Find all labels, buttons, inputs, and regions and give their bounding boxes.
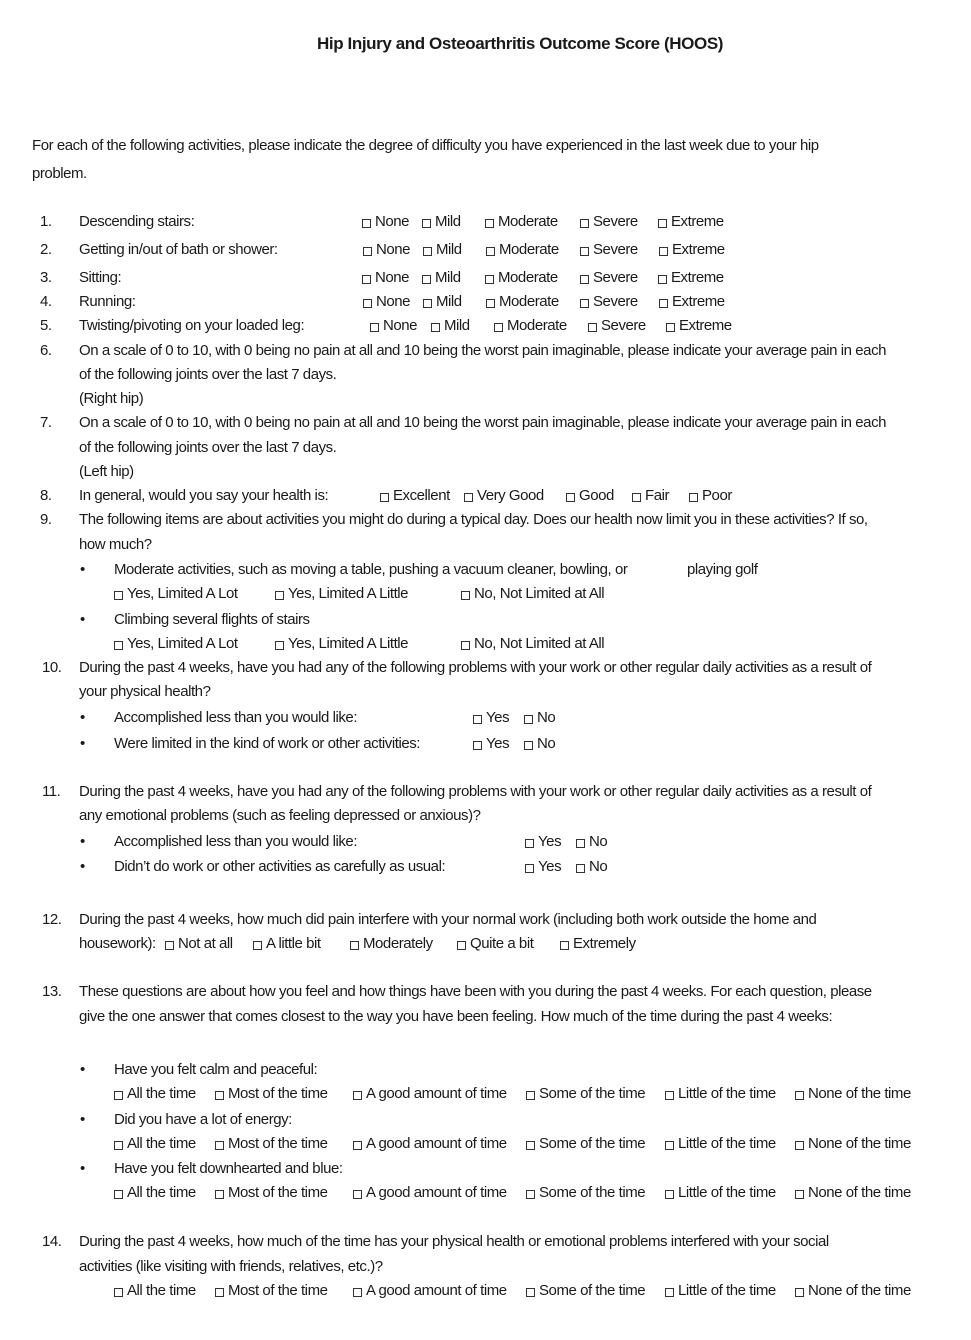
limit-option[interactable] <box>275 635 408 653</box>
option-label: Quite a bit <box>470 935 534 952</box>
checkbox-icon[interactable] <box>659 247 668 256</box>
checkbox-icon[interactable] <box>666 323 675 332</box>
option-label: No, Not Limited at All <box>474 585 605 602</box>
option-label: Very Good <box>477 487 544 504</box>
time-option[interactable] <box>215 1135 328 1153</box>
option-label: Yes, Limited A Lot <box>127 635 238 652</box>
option-label: Yes <box>486 735 510 752</box>
checkbox-icon[interactable] <box>580 247 589 256</box>
option-label: Extremely <box>573 935 636 952</box>
bullet: • <box>80 1061 85 1078</box>
severity-option[interactable] <box>580 269 638 287</box>
checkbox-icon[interactable] <box>353 1091 362 1100</box>
time-option[interactable] <box>665 1135 776 1153</box>
question-text: Running: <box>79 293 136 310</box>
question-text: give the one answer that comes closest to the way you have been feeling. How much of the time during the past 4 weeks: <box>79 1008 833 1025</box>
checkbox-icon[interactable] <box>362 219 371 228</box>
question-text: On a scale of 0 to 10, with 0 being no pain at all and 10 being the worst pain imaginable, please indicate your average pain in each <box>79 414 887 431</box>
checkbox-icon[interactable] <box>526 1141 535 1150</box>
yes-no-option[interactable] <box>473 735 509 753</box>
option-label: A good amount of time <box>366 1184 507 1201</box>
option-label: Severe <box>593 293 638 310</box>
option-label: Yes <box>538 833 562 850</box>
option-label: Extreme <box>672 241 725 258</box>
option-label: Mild <box>444 317 470 334</box>
option-label: No <box>589 858 608 875</box>
checkbox-icon[interactable] <box>580 219 589 228</box>
checkbox-icon[interactable] <box>588 323 597 332</box>
item-text: Accomplished less than you would like: <box>114 709 358 726</box>
severity-option[interactable] <box>363 293 410 311</box>
question-number: 1. <box>40 213 52 230</box>
checkbox-icon[interactable] <box>363 299 372 308</box>
question-number: 3. <box>40 269 52 286</box>
checkbox-icon[interactable] <box>659 299 668 308</box>
option-label: Fair <box>645 487 670 504</box>
time-option[interactable] <box>795 1085 911 1103</box>
time-option[interactable] <box>526 1184 645 1202</box>
item-text: Have you felt downhearted and blue: <box>114 1160 343 1177</box>
checkbox-icon[interactable] <box>275 641 284 650</box>
option-label: Good <box>579 487 614 504</box>
checkbox-icon[interactable] <box>526 1091 535 1100</box>
severity-option[interactable] <box>588 317 646 335</box>
checkbox-icon[interactable] <box>632 493 641 502</box>
checkbox-icon[interactable] <box>665 1141 674 1150</box>
checkbox-icon[interactable] <box>486 247 495 256</box>
checkbox-icon[interactable] <box>353 1288 362 1297</box>
option-label: All the time <box>127 1184 196 1201</box>
checkbox-icon[interactable] <box>114 1190 123 1199</box>
question-text: During the past 4 weeks, how much of the time has your physical health or emotional problems interfered with your social <box>79 1233 829 1250</box>
health-option[interactable] <box>464 487 544 505</box>
interfere-option[interactable] <box>560 935 636 953</box>
checkbox-icon[interactable] <box>215 1190 224 1199</box>
time-option[interactable] <box>353 1184 507 1202</box>
option-label: Little of the time <box>678 1184 776 1201</box>
time-option[interactable] <box>526 1085 645 1103</box>
item-text: Were limited in the kind of work or other activities: <box>114 735 421 752</box>
checkbox-icon[interactable] <box>576 864 585 873</box>
checkbox-icon[interactable] <box>461 641 470 650</box>
option-label: Excellent <box>393 487 450 504</box>
question-text: of the following joints over the last 7 days. <box>79 366 337 383</box>
question-number: 6. <box>40 342 52 359</box>
question-text: activities (like visiting with friends, relatives, etc.)? <box>79 1258 383 1275</box>
checkbox-icon[interactable] <box>524 715 533 724</box>
severity-option[interactable] <box>580 213 638 231</box>
checkbox-icon[interactable] <box>524 741 533 750</box>
limit-option[interactable] <box>275 585 408 603</box>
checkbox-icon[interactable] <box>353 1141 362 1150</box>
interfere-option[interactable] <box>165 935 233 953</box>
item-text: Accomplished less than you would like: <box>114 833 358 850</box>
checkbox-icon[interactable] <box>485 219 494 228</box>
question-text: Getting in/out of bath or shower: <box>79 241 278 258</box>
checkbox-icon[interactable] <box>215 1141 224 1150</box>
question-text: (Right hip) <box>79 390 144 407</box>
bullet: • <box>80 561 85 578</box>
option-label: Moderate <box>499 293 559 310</box>
time-option[interactable] <box>353 1135 507 1153</box>
option-label: A good amount of time <box>366 1085 507 1102</box>
severity-option[interactable] <box>658 213 724 231</box>
checkbox-icon[interactable] <box>215 1091 224 1100</box>
question-text: Descending stairs: <box>79 213 195 230</box>
severity-option[interactable] <box>362 269 409 287</box>
checkbox-icon[interactable] <box>464 493 473 502</box>
question-number: 14. <box>42 1233 62 1250</box>
time-option[interactable] <box>114 1282 196 1300</box>
severity-option[interactable] <box>431 317 470 335</box>
option-label: All the time <box>127 1135 196 1152</box>
checkbox-icon[interactable] <box>795 1141 804 1150</box>
interfere-option[interactable] <box>457 935 533 953</box>
option-label: Some of the time <box>539 1282 646 1299</box>
question-text: During the past 4 weeks, how much did pain interfere with your normal work (including both work outside the home and <box>79 911 817 928</box>
option-label: Poor <box>702 487 732 504</box>
time-option[interactable] <box>795 1184 911 1202</box>
severity-option[interactable] <box>422 269 461 287</box>
question-text: housework): <box>79 935 156 952</box>
checkbox-icon[interactable] <box>689 493 698 502</box>
severity-option[interactable] <box>659 241 725 259</box>
option-label: Some of the time <box>539 1085 646 1102</box>
checkbox-icon[interactable] <box>580 275 589 284</box>
severity-option[interactable] <box>486 293 559 311</box>
question-number: 12. <box>42 911 62 928</box>
option-label: Most of the time <box>228 1135 328 1152</box>
option-label: None of the time <box>808 1135 911 1152</box>
time-option[interactable] <box>215 1085 328 1103</box>
checkbox-icon[interactable] <box>665 1190 674 1199</box>
severity-option[interactable] <box>659 293 725 311</box>
option-label: Severe <box>593 213 638 230</box>
yes-no-option[interactable] <box>576 858 607 876</box>
question-text: your physical health? <box>79 683 211 700</box>
option-label: All the time <box>127 1282 196 1299</box>
question-text: of the following joints over the last 7 days. <box>79 439 337 456</box>
option-label: A good amount of time <box>366 1282 507 1299</box>
time-option[interactable] <box>526 1135 645 1153</box>
question-number: 8. <box>40 487 52 504</box>
yes-no-option[interactable] <box>473 709 509 727</box>
checkbox-icon[interactable] <box>658 275 667 284</box>
option-label: Severe <box>601 317 646 334</box>
option-label: All the time <box>127 1085 196 1102</box>
checkbox-icon[interactable] <box>795 1091 804 1100</box>
option-label: No <box>537 735 556 752</box>
checkbox-icon[interactable] <box>423 247 432 256</box>
checkbox-icon[interactable] <box>363 247 372 256</box>
intro-text: problem. <box>32 165 87 182</box>
option-label: Little of the time <box>678 1085 776 1102</box>
option-label: None <box>376 241 411 258</box>
time-option[interactable] <box>114 1135 196 1153</box>
checkbox-icon[interactable] <box>525 839 534 848</box>
option-label: Severe <box>593 241 638 258</box>
option-label: Little of the time <box>678 1282 776 1299</box>
severity-option[interactable] <box>363 241 410 259</box>
item-text: Have you felt calm and peaceful: <box>114 1061 318 1078</box>
checkbox-icon[interactable] <box>486 299 495 308</box>
option-label: None of the time <box>808 1184 911 1201</box>
bullet: • <box>80 1111 85 1128</box>
time-option[interactable] <box>665 1282 776 1300</box>
option-label: A little bit <box>266 935 321 952</box>
severity-option[interactable] <box>485 269 558 287</box>
checkbox-icon[interactable] <box>658 219 667 228</box>
yes-no-option[interactable] <box>525 858 561 876</box>
option-label: Moderate <box>498 213 558 230</box>
option-label: No <box>537 709 556 726</box>
severity-option[interactable] <box>666 317 732 335</box>
limit-option[interactable] <box>114 635 238 653</box>
health-option[interactable] <box>566 487 614 505</box>
yes-no-option[interactable] <box>524 735 555 753</box>
severity-option[interactable] <box>494 317 567 335</box>
checkbox-icon[interactable] <box>494 323 503 332</box>
checkbox-icon[interactable] <box>370 323 379 332</box>
time-option[interactable] <box>114 1085 196 1103</box>
question-number: 11. <box>42 783 61 800</box>
severity-option[interactable] <box>580 241 638 259</box>
time-option[interactable] <box>665 1085 776 1103</box>
option-label: Extreme <box>671 269 724 286</box>
option-label: None <box>383 317 418 334</box>
question-text: In general, would you say your health is: <box>79 487 329 504</box>
option-label: A good amount of time <box>366 1135 507 1152</box>
checkbox-icon[interactable] <box>362 275 371 284</box>
option-label: Yes <box>486 709 510 726</box>
bullet: • <box>80 611 85 628</box>
question-number: 10. <box>42 659 62 676</box>
bullet: • <box>80 709 85 726</box>
severity-option[interactable] <box>580 293 638 311</box>
checkbox-icon[interactable] <box>422 275 431 284</box>
option-label: None of the time <box>808 1282 911 1299</box>
checkbox-icon[interactable] <box>380 493 389 502</box>
question-number: 13. <box>42 983 62 1000</box>
question-text: On a scale of 0 to 10, with 0 being no pain at all and 10 being the worst pain imaginable, please indicate your average pain in each <box>79 342 887 359</box>
question-number: 2. <box>40 241 52 258</box>
bullet: • <box>80 735 85 752</box>
checkbox-icon[interactable] <box>665 1288 674 1297</box>
option-label: Most of the time <box>228 1282 328 1299</box>
checkbox-icon[interactable] <box>422 219 431 228</box>
time-option[interactable] <box>353 1085 507 1103</box>
checkbox-icon[interactable] <box>353 1190 362 1199</box>
severity-option[interactable] <box>370 317 417 335</box>
checkbox-icon[interactable] <box>350 941 359 950</box>
option-label: No, Not Limited at All <box>474 635 605 652</box>
option-label: Yes, Limited A Little <box>288 635 409 652</box>
time-option[interactable] <box>665 1184 776 1202</box>
checkbox-icon[interactable] <box>114 591 123 600</box>
health-option[interactable] <box>632 487 669 505</box>
checkbox-icon[interactable] <box>560 941 569 950</box>
option-label: Most of the time <box>228 1085 328 1102</box>
checkbox-icon[interactable] <box>795 1190 804 1199</box>
option-label: Severe <box>593 269 638 286</box>
checkbox-icon[interactable] <box>114 1141 123 1150</box>
severity-option[interactable] <box>486 241 559 259</box>
option-label: None <box>376 293 411 310</box>
option-label: Most of the time <box>228 1184 328 1201</box>
option-label: Extreme <box>679 317 732 334</box>
question-text: These questions are about how you feel and how things have been with you during the past 4 weeks. For each question, please <box>79 983 872 1000</box>
option-label: Mild <box>436 241 462 258</box>
severity-option[interactable] <box>423 241 462 259</box>
limit-option[interactable] <box>461 585 604 603</box>
checkbox-icon[interactable] <box>795 1288 804 1297</box>
option-label: Some of the time <box>539 1135 646 1152</box>
option-label: Extreme <box>671 213 724 230</box>
item-text: Moderate activities, such as moving a table, pushing a vacuum cleaner, bowling, or <box>114 561 628 578</box>
interfere-option[interactable] <box>253 935 321 953</box>
option-label: Yes, Limited A Lot <box>127 585 238 602</box>
severity-option[interactable] <box>423 293 462 311</box>
option-label: Moderate <box>507 317 567 334</box>
bullet: • <box>80 833 85 850</box>
option-label: None of the time <box>808 1085 911 1102</box>
interfere-option[interactable] <box>350 935 433 953</box>
item-text: playing golf <box>687 561 758 578</box>
question-number: 7. <box>40 414 52 431</box>
option-label: Mild <box>436 293 462 310</box>
question-number: 5. <box>40 317 52 334</box>
checkbox-icon[interactable] <box>566 493 575 502</box>
checkbox-icon[interactable] <box>165 941 174 950</box>
checkbox-icon[interactable] <box>431 323 440 332</box>
page-title: Hip Injury and Osteoarthritis Outcome Score (HOOS) <box>317 34 724 53</box>
option-label: Yes <box>538 858 562 875</box>
question-number: 4. <box>40 293 52 310</box>
checkbox-icon[interactable] <box>114 1091 123 1100</box>
checkbox-icon[interactable] <box>275 591 284 600</box>
limit-option[interactable] <box>114 585 238 603</box>
option-label: Moderate <box>499 241 559 258</box>
severity-option[interactable] <box>362 213 409 231</box>
time-option[interactable] <box>795 1135 911 1153</box>
option-label: Yes, Limited A Little <box>288 585 409 602</box>
option-label: Some of the time <box>539 1184 646 1201</box>
time-option[interactable] <box>114 1184 196 1202</box>
checkbox-icon[interactable] <box>114 1288 123 1297</box>
question-text: The following items are about activities you might do during a typical day. Does our health now limit you in these activities? If so, <box>79 511 868 528</box>
option-label: No <box>589 833 608 850</box>
checkbox-icon[interactable] <box>576 839 585 848</box>
option-label: None <box>375 213 410 230</box>
checkbox-icon[interactable] <box>423 299 432 308</box>
checkbox-icon[interactable] <box>461 591 470 600</box>
checkbox-icon[interactable] <box>457 941 466 950</box>
yes-no-option[interactable] <box>525 833 561 851</box>
checkbox-icon[interactable] <box>665 1091 674 1100</box>
time-option[interactable] <box>215 1282 328 1300</box>
time-option[interactable] <box>215 1184 328 1202</box>
option-label: Moderately <box>363 935 433 952</box>
item-text: Didn’t do work or other activities as carefully as usual: <box>114 858 446 875</box>
option-label: Mild <box>435 269 461 286</box>
yes-no-option[interactable] <box>524 709 555 727</box>
checkbox-icon[interactable] <box>114 641 123 650</box>
item-text: Did you have a lot of energy: <box>114 1111 292 1128</box>
health-option[interactable] <box>689 487 732 505</box>
question-text: Twisting/pivoting on your loaded leg: <box>79 317 305 334</box>
bullet: • <box>80 1160 85 1177</box>
time-option[interactable] <box>526 1282 645 1300</box>
question-text: how much? <box>79 536 152 553</box>
severity-option[interactable] <box>422 213 461 231</box>
checkbox-icon[interactable] <box>526 1288 535 1297</box>
question-text: During the past 4 weeks, have you had any of the following problems with your work or other regular daily activities as a result of <box>79 783 872 800</box>
item-text: Climbing several flights of stairs <box>114 611 310 628</box>
checkbox-icon[interactable] <box>580 299 589 308</box>
time-option[interactable] <box>795 1282 911 1300</box>
option-label: None <box>375 269 410 286</box>
question-number: 9. <box>40 511 52 528</box>
option-label: Extreme <box>672 293 725 310</box>
checkbox-icon[interactable] <box>253 941 262 950</box>
checkbox-icon[interactable] <box>473 741 482 750</box>
severity-option[interactable] <box>658 269 724 287</box>
checkbox-icon[interactable] <box>526 1190 535 1199</box>
option-label: Not at all <box>178 935 233 952</box>
health-option[interactable] <box>380 487 450 505</box>
bullet: • <box>80 858 85 875</box>
checkbox-icon[interactable] <box>215 1288 224 1297</box>
severity-option[interactable] <box>485 213 558 231</box>
question-text: any emotional problems (such as feeling depressed or anxious)? <box>79 807 481 824</box>
checkbox-icon[interactable] <box>485 275 494 284</box>
limit-option[interactable] <box>461 635 604 653</box>
checkbox-icon[interactable] <box>525 864 534 873</box>
checkbox-icon[interactable] <box>473 715 482 724</box>
question-text: During the past 4 weeks, have you had any of the following problems with your work or other regular daily activities as a result of <box>79 659 872 676</box>
option-label: Moderate <box>498 269 558 286</box>
question-text: (Left hip) <box>79 463 134 480</box>
option-label: Little of the time <box>678 1135 776 1152</box>
question-text: Sitting: <box>79 269 122 286</box>
option-label: Mild <box>435 213 461 230</box>
yes-no-option[interactable] <box>576 833 607 851</box>
intro-text: For each of the following activities, please indicate the degree of difficulty you have experienced in the last week due to your hip <box>32 137 819 154</box>
time-option[interactable] <box>353 1282 507 1300</box>
